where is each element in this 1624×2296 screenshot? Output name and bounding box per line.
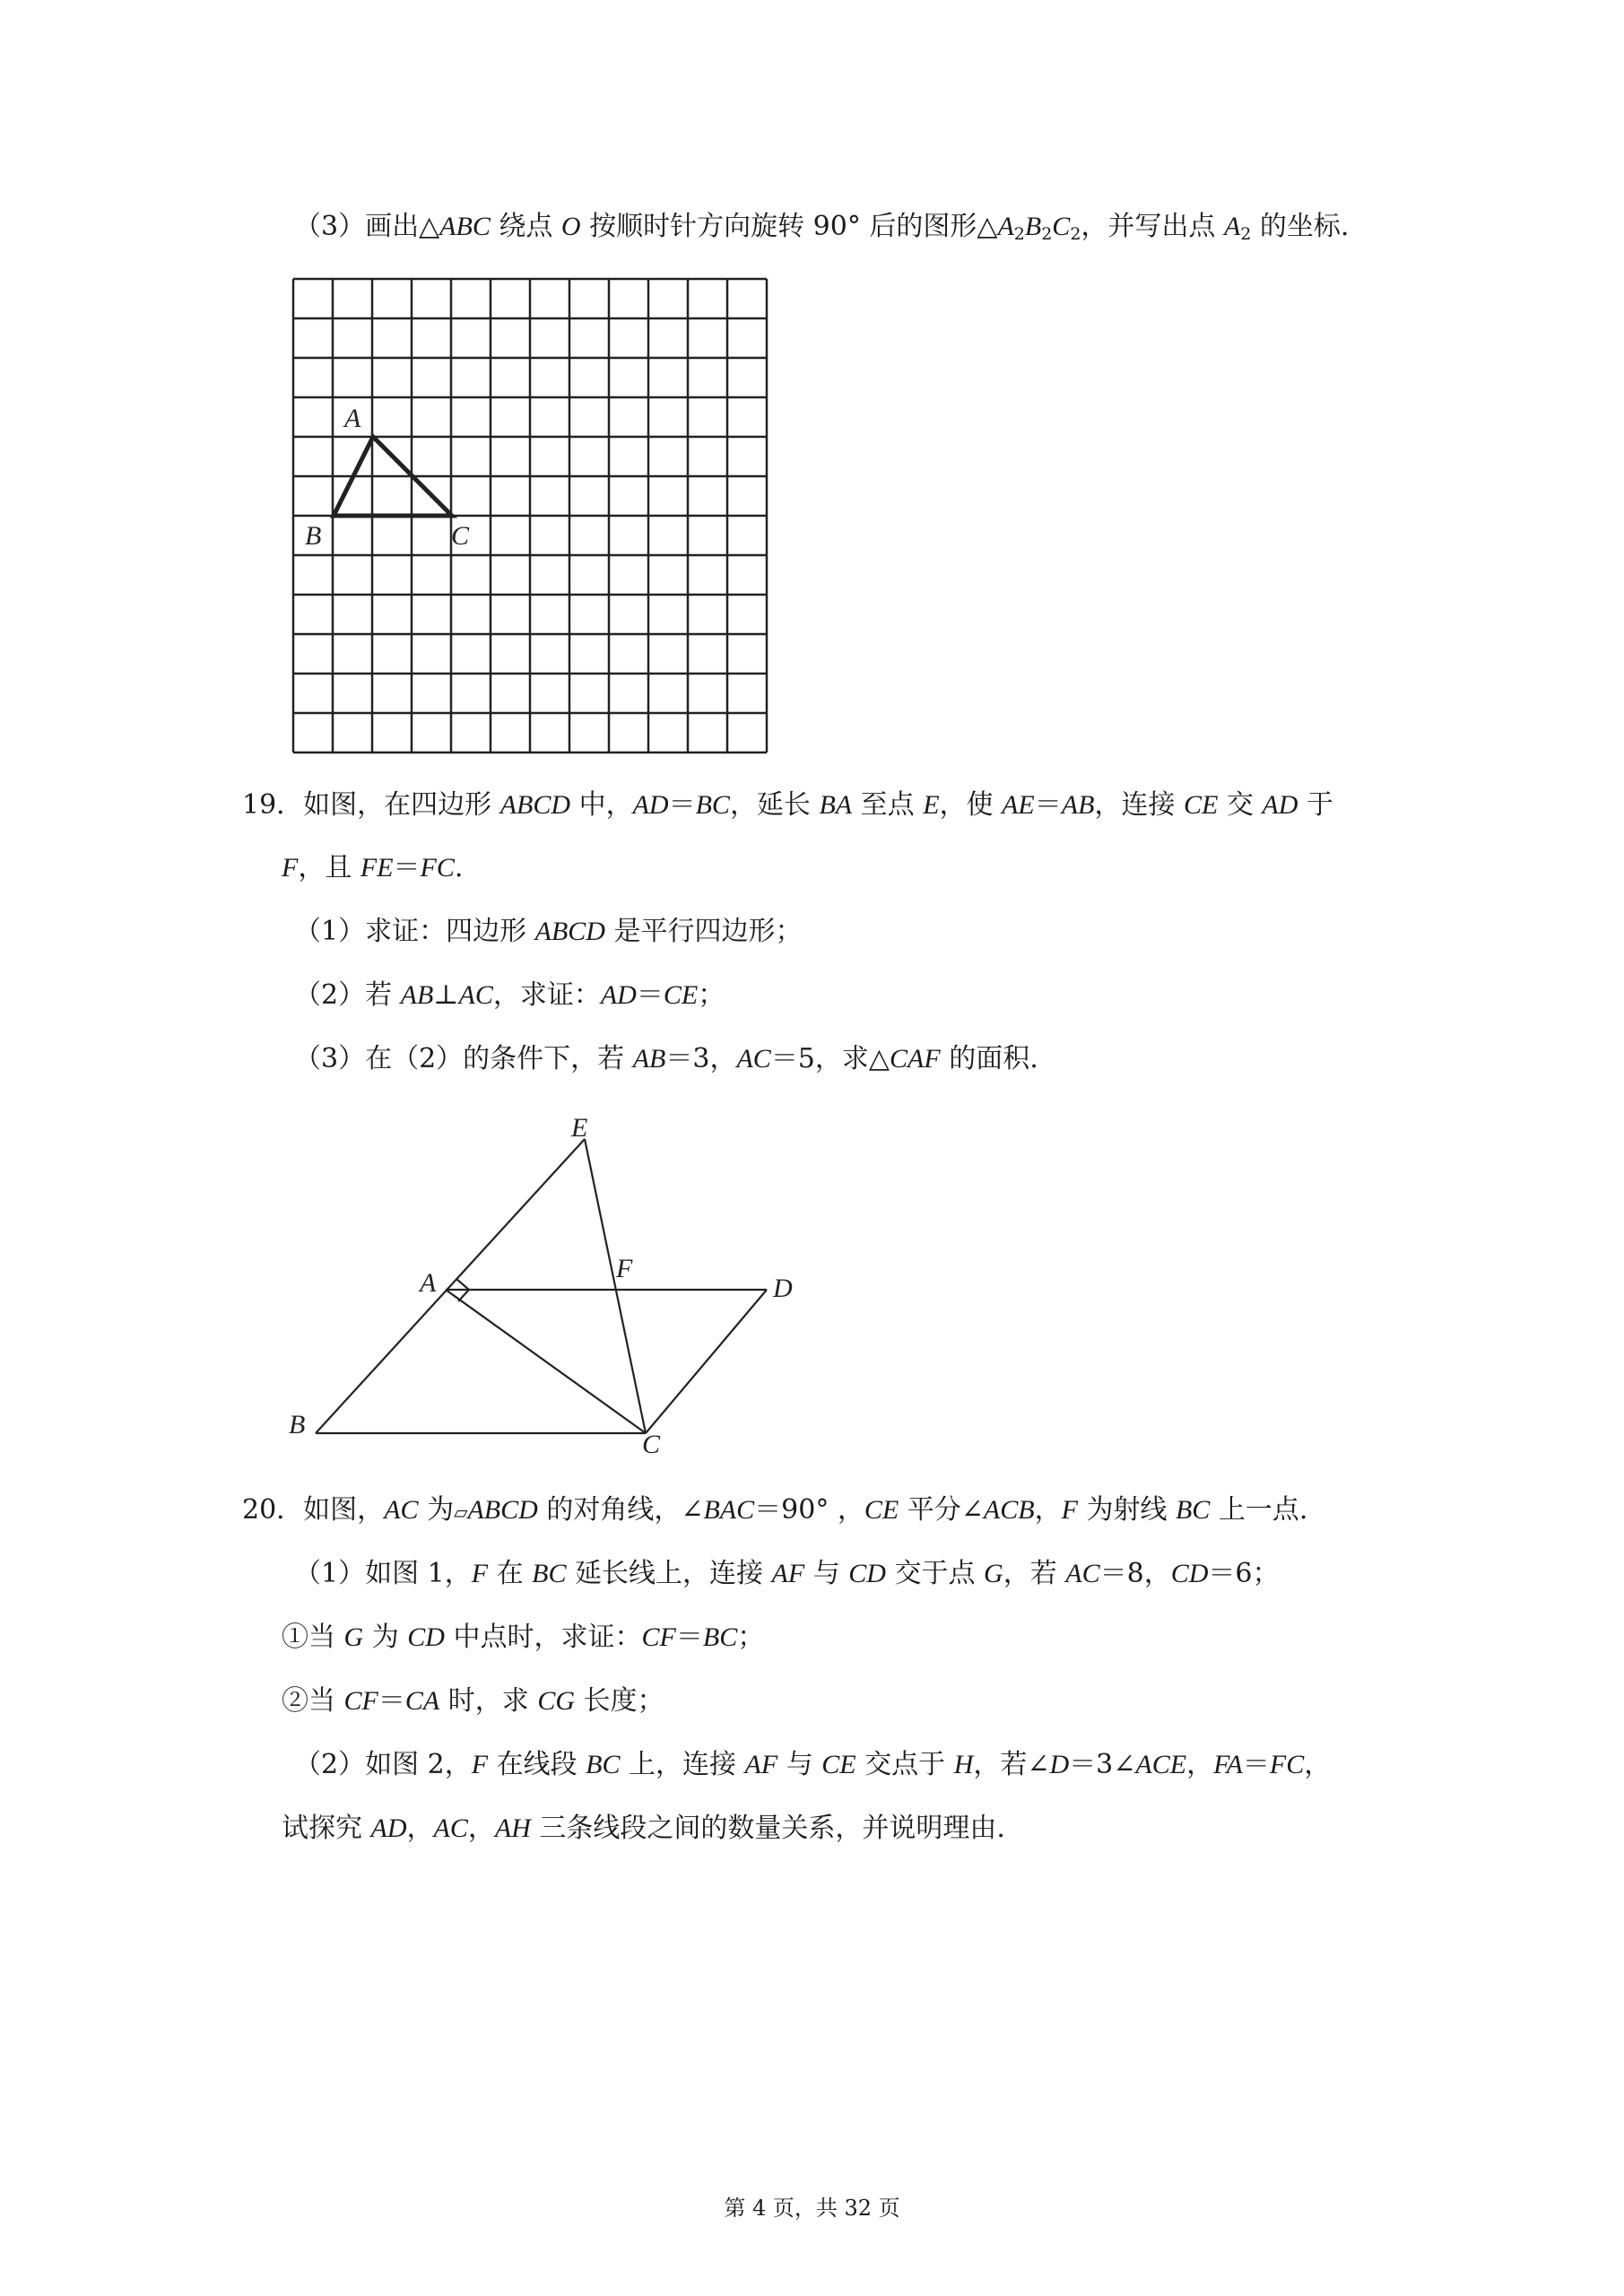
math-var: F (1061, 1495, 1078, 1525)
q19-part2 (294, 978, 725, 1013)
math-var: AE (1002, 790, 1035, 820)
fig-label-b: B (289, 1410, 306, 1439)
math-var: ABCD (534, 917, 605, 946)
q20-part2 (294, 1747, 1331, 1783)
math-var: CE (1183, 790, 1219, 820)
text: 三条线段之间的数量关系，并说明理由. (530, 1813, 1005, 1844)
text: ， (1186, 1749, 1214, 1780)
text: ＝ (636, 979, 664, 1011)
text: 交于点 (885, 1558, 985, 1589)
math-var: AC (1065, 1559, 1100, 1588)
math-var: E (923, 790, 940, 820)
math-var: FC (1269, 1750, 1305, 1779)
text: 是平行四边形； (604, 916, 803, 947)
text: ①当 (282, 1622, 344, 1653)
text: ⊥ (433, 979, 459, 1011)
text: ＝ (668, 789, 696, 821)
text: 与 (804, 1558, 849, 1589)
text: ，延长 (729, 789, 820, 821)
text: ，使 (939, 789, 1003, 821)
text: 上一点. (1210, 1494, 1308, 1526)
math-var: CF (343, 1686, 378, 1716)
math-var: BAC (703, 1495, 755, 1525)
math-var: AH (494, 1813, 531, 1843)
math-var: BC (702, 1622, 738, 1652)
math-var: FA (1213, 1750, 1243, 1779)
text: 19．如图，在四边形 (242, 789, 500, 821)
math-var: AC (433, 1813, 468, 1843)
fig-label-e: E (571, 1113, 588, 1143)
text: 至点 (852, 789, 924, 821)
math-var: F (282, 853, 299, 883)
q20-sub2 (282, 1683, 664, 1719)
text: （2）若 (294, 979, 401, 1011)
math-var: O (560, 212, 581, 241)
math-var: G (984, 1559, 1003, 1588)
text: 平分∠ (899, 1494, 984, 1526)
math-var: F (471, 1750, 489, 1779)
grid-label-b: B (305, 521, 322, 551)
math-var: CE (864, 1495, 899, 1525)
text: ， (1034, 1494, 1062, 1526)
text: ； (737, 1622, 765, 1653)
text: ，求证： (492, 979, 601, 1011)
text: 的面积. (940, 1043, 1038, 1074)
text: 20．如图， (242, 1494, 385, 1526)
fig-label-c: C (642, 1430, 661, 1459)
math-var: AF (771, 1559, 805, 1588)
text: ＝ (1034, 789, 1062, 821)
math-var: B (1024, 212, 1042, 241)
text: 为 (418, 1494, 455, 1526)
math-var: AB (632, 1044, 666, 1074)
math-var: AC (384, 1495, 419, 1525)
math-var: AC (458, 980, 493, 1010)
math-var: ACE (1135, 1750, 1187, 1779)
q20-line1 (242, 1492, 1307, 1530)
grid-label-a: A (344, 404, 361, 433)
text: 中点时，求证： (444, 1622, 642, 1653)
text: 上，连接 (620, 1749, 745, 1780)
text: ，若 (1003, 1558, 1066, 1589)
text: ＝ (675, 1622, 703, 1653)
text: 长度； (575, 1685, 664, 1717)
text: ，连接 (1094, 789, 1184, 821)
math-var: CE (821, 1750, 856, 1779)
math-var: AB (400, 980, 434, 1010)
text: ＝ (393, 852, 421, 883)
text: ， (1304, 1749, 1332, 1780)
text: ； (698, 979, 725, 1011)
text: 为射线 (1077, 1494, 1176, 1526)
text: ，若∠ (973, 1749, 1050, 1780)
q20-part1 (294, 1556, 1279, 1592)
text: ＝ (378, 1685, 405, 1717)
segment-ac (446, 1290, 646, 1433)
text: 在 (488, 1558, 533, 1589)
math-var: AD (632, 790, 669, 820)
fig-label-f: F (616, 1254, 633, 1283)
math-var: AD (1262, 790, 1298, 820)
text: ， (406, 1813, 434, 1844)
parallelogram-symbol: ▱ (454, 1501, 468, 1523)
text: （3）在（2）的条件下，若 (294, 1043, 633, 1074)
math-var: BC (695, 790, 730, 820)
math-var: C (1052, 212, 1071, 241)
math-var: ABCD (467, 1495, 538, 1525)
text: ，并写出点 (1081, 211, 1224, 242)
text: 交 (1218, 789, 1263, 821)
math-var: AD (600, 980, 637, 1010)
q19-line1 (242, 787, 1333, 823)
text: 在线段 (488, 1749, 586, 1780)
math-var: CD (407, 1622, 445, 1652)
subscript: 2 (1041, 224, 1053, 244)
math-var: F (471, 1559, 489, 1588)
math-var: ACB (983, 1495, 1035, 1525)
segment-be (316, 1139, 585, 1433)
math-var: FC (420, 853, 455, 883)
text: ，且 (298, 852, 360, 883)
text: （1）如图 1， (294, 1558, 472, 1589)
text: ， (467, 1813, 495, 1844)
text: （2）如图 2， (294, 1749, 472, 1780)
text: 中， (570, 789, 633, 821)
text: （1）求证：四边形 (294, 916, 535, 947)
text: ＝6； (1208, 1558, 1280, 1589)
q19-line2 (282, 850, 463, 886)
math-var: CG (537, 1686, 575, 1716)
math-var: ABCD (499, 790, 571, 820)
text: 试探究 (282, 1813, 371, 1844)
math-var: ABC (439, 212, 491, 241)
text: ＝3∠ (1069, 1749, 1136, 1780)
math-var: CAF (889, 1044, 941, 1074)
math-var: AF (744, 1750, 778, 1779)
q19-figure (316, 1139, 767, 1433)
math-var: CD (1170, 1559, 1209, 1588)
math-var: CF (641, 1622, 676, 1652)
math-var: AB (1061, 790, 1095, 820)
math-var: AC (736, 1044, 771, 1074)
text: （3）画出△ (294, 211, 440, 242)
text: ＝3， (665, 1043, 737, 1074)
math-var: D (1049, 1750, 1070, 1779)
text: ＝5，求△ (770, 1043, 890, 1074)
text: 交点于 (855, 1749, 954, 1780)
math-var: BA (819, 790, 853, 820)
math-var: FE (360, 853, 394, 883)
text: 时，求 (439, 1685, 538, 1717)
fig-label-d: D (773, 1274, 793, 1303)
text: 按顺时针方向旋转 90° 后的图形△ (580, 211, 998, 242)
text: ＝8， (1099, 1558, 1171, 1589)
fig-label-a: A (420, 1268, 437, 1298)
math-var: CD (848, 1559, 886, 1588)
math-var: BC (532, 1559, 567, 1588)
math-var: H (953, 1750, 974, 1779)
segment-ec (585, 1139, 646, 1433)
grid-label-c: C (451, 521, 470, 551)
subscript: 2 (1240, 224, 1252, 244)
math-var: G (343, 1622, 364, 1652)
subscript: 2 (1013, 224, 1025, 244)
text: 与 (777, 1749, 822, 1780)
text: 的对角线，∠ (537, 1494, 704, 1526)
text: . (454, 852, 464, 883)
math-var: CE (663, 980, 699, 1010)
math-var: AD (370, 1813, 407, 1843)
q19-part3 (294, 1041, 1038, 1077)
subscript: 2 (1070, 224, 1081, 244)
text: 的坐标. (1251, 211, 1350, 242)
text: ＝90° ， (754, 1494, 864, 1526)
segment-dc (646, 1290, 767, 1433)
q19-part1 (294, 914, 803, 950)
math-var: BC (586, 1750, 621, 1779)
q20-sub1 (282, 1620, 764, 1656)
math-var: A (1223, 212, 1241, 241)
math-var: CA (404, 1686, 440, 1716)
math-var: A (997, 212, 1014, 241)
text: 绕点 (490, 211, 561, 242)
text: 于 (1298, 789, 1333, 821)
text: 延长线上，连接 (566, 1558, 772, 1589)
text: ②当 (282, 1685, 344, 1717)
q20-part2-line2 (282, 1811, 1005, 1847)
math-var: BC (1175, 1495, 1211, 1525)
text: 为 (363, 1622, 408, 1653)
page-footer: 第 4 页，共 32 页 (724, 2196, 900, 2221)
text: ＝ (1242, 1749, 1270, 1780)
